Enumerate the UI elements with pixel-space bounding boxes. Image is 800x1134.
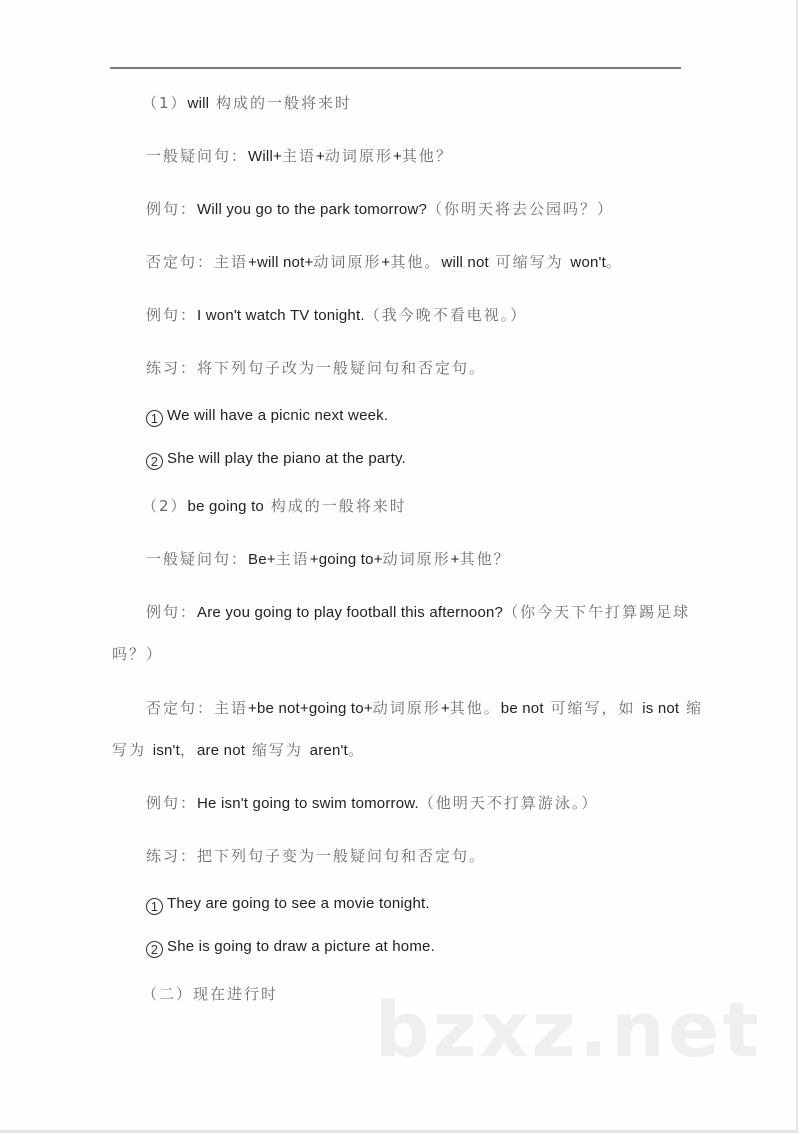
circled-number-1: 1 — [146, 410, 163, 427]
circled-number-1: 1 — [146, 898, 163, 915]
question-example-be-going-to: 例句：Are you going to play football this afternoon?（你今天下午打算踢足球 — [146, 603, 691, 621]
exercise-item: 2 She is going to draw a picture at home. — [146, 938, 435, 958]
question-example-will: 例句：Will you go to the park tomorrow?（你明天将去公园吗？） — [146, 200, 615, 218]
negative-example-be-going-to: 例句：He isn't going to swim tomorrow.（他明天不打算游泳。） — [146, 794, 599, 812]
negative-example-will: 例句：I won't watch TV tonight.（我今晚不看电视。） — [146, 306, 528, 324]
question-rule-be-going-to: 一般疑问句：Be+主语+going to+动词原形+其他？ — [146, 550, 511, 568]
circled-number-2: 2 — [146, 453, 163, 470]
exercise-instruction-be-going-to: 练习：把下列句子变为一般疑问句和否定句。 — [146, 847, 487, 865]
section-heading-will: （1）will 构成的一般将来时 — [142, 94, 352, 112]
header-rule — [110, 67, 681, 69]
question-example-be-going-to-wrap: 吗？） — [112, 645, 164, 663]
section-heading-present-continuous: （二）现在进行时 — [142, 985, 279, 1003]
exercise-item: 1 We will have a picnic next week. — [146, 407, 388, 427]
section-heading-be-going-to: （2）be going to 构成的一般将来时 — [142, 497, 407, 515]
question-rule-will: 一般疑问句：Will+主语+动词原形+其他？ — [146, 147, 453, 165]
exercise-item: 1 They are going to see a movie tonight. — [146, 895, 430, 915]
exercise-item: 2 She will play the piano at the party. — [146, 450, 406, 470]
negative-rule-be-going-to: 否定句：主语+be not+going to+动词原形+其他。be not 可缩写，如 is not 缩 — [146, 699, 704, 717]
watermark: bzxz.net — [375, 985, 762, 1074]
negative-rule-will: 否定句：主语+will not+动词原形+其他。will not 可缩写为 won't。 — [146, 253, 623, 271]
exercise-instruction-will: 练习：将下列句子改为一般疑问句和否定句。 — [146, 359, 487, 377]
circled-number-2: 2 — [146, 941, 163, 958]
negative-rule-be-going-to-wrap: 写为 isn't，are not 缩写为 aren't。 — [112, 741, 365, 759]
